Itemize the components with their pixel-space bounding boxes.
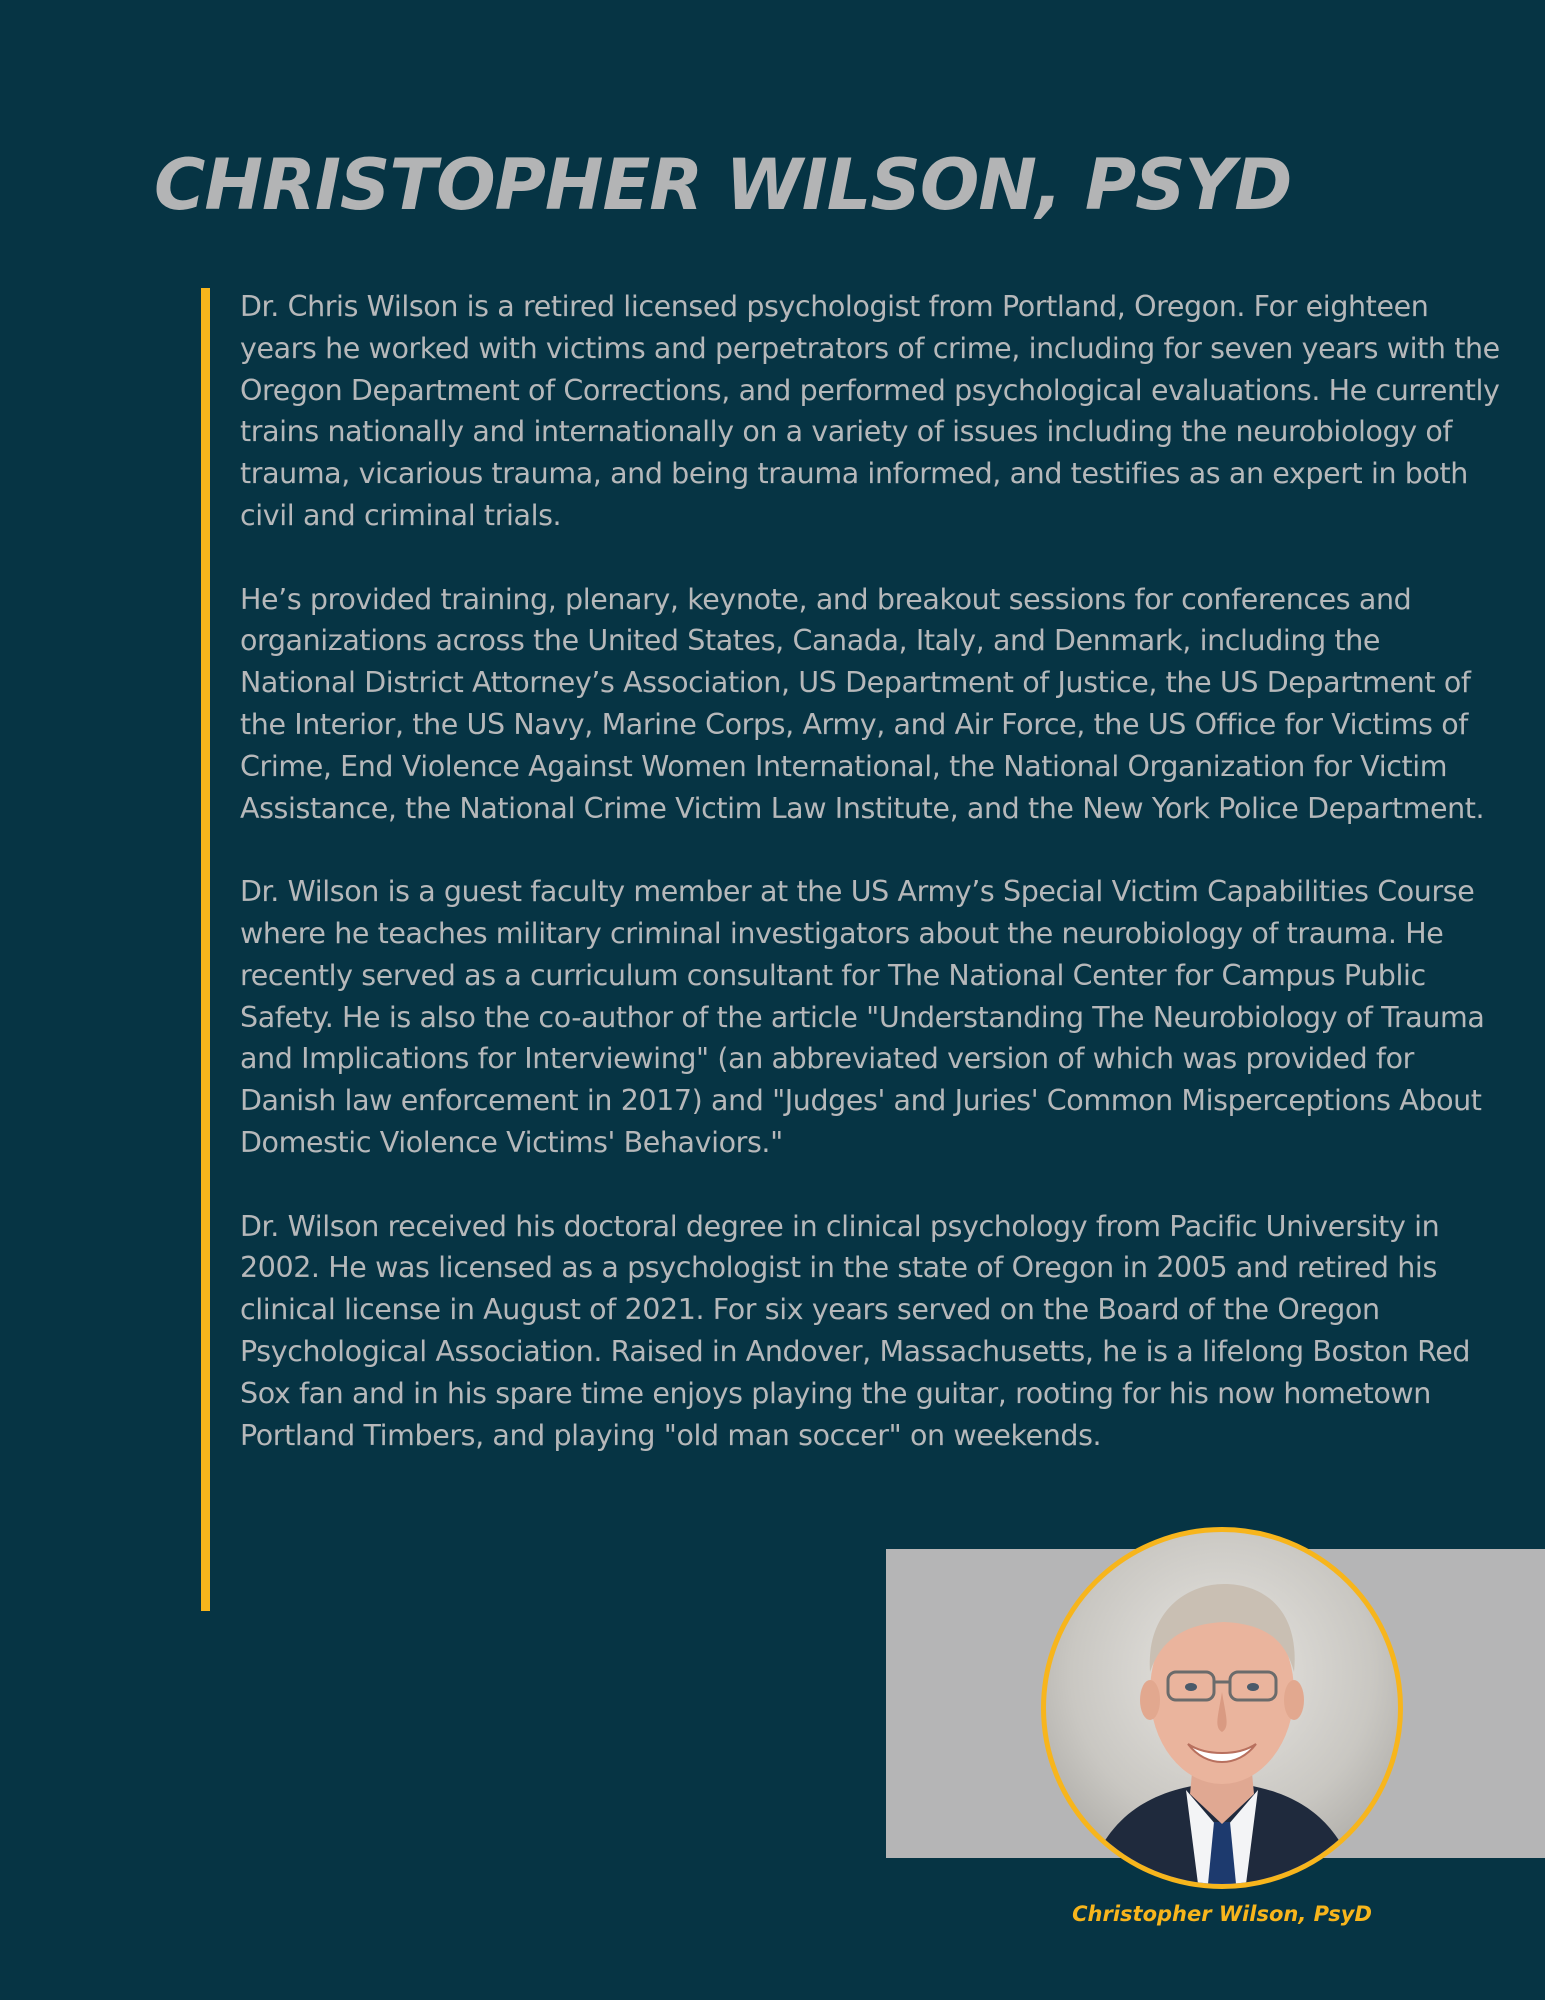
portrait-photo [1041, 1527, 1403, 1889]
page-title: CHRISTOPHER WILSON, PSYD [154, 144, 1292, 226]
bio-text [240, 286, 1502, 1498]
photo-caption: Christopher Wilson, PsyD [1072, 1902, 1372, 1926]
bio-paragraph: Dr. Wilson is a guest faculty member at the US Army’s Special Victim Capabilities Course where he teaches military criminal investigators about the neurobiology of trauma. He recently served as a curriculum consultant for The National Center for Campus Public Safety. He is also the co-author of the article "Understanding The Neurobiology of Trauma and Implications for Interviewing" (an abbreviated version of which was provided for Danish law enforcement in 2017) and "Judges' and Juries' Common Misperceptions About Domestic Violence Victims' Behaviors." [240, 875, 1485, 1159]
bio-paragraph: He’s provided training, plenary, keynote, and breakout sessions for conferences and organizations across the United States, Canada, Italy, and Denmark, including the National District Attorney’s Association, US Department of Justice, the US Department of the Interior, the US Navy, Marine Corps, Army, and Air Force, the US Office for Victims of Crime, End Violence Against Women International, the National Organization for Victim Assistance, the National Crime Victim Law Institute, and the New York Police Department. [240, 582, 1485, 825]
bio-paragraph: Dr. Chris Wilson is a retired licensed psychologist from Portland, Oregon. For eighteen years he worked with victims and perpetrators of crime, including for seven years with the Oregon Department of Corrections, and performed psychological evaluations. He currently trains nationally and internationally on a variety of issues including the neurobiology of trauma, vicarious trauma, and being trauma informed, and testifies as an expert in both civil and criminal trials. [240, 290, 1500, 532]
accent-bar [201, 288, 210, 1611]
portrait-illustration [1046, 1532, 1398, 1884]
bio-paragraph: Dr. Wilson received his doctoral degree in clinical psychology from Pacific University in 2002. He was licensed as a psychologist in the state of Oregon in 2005 and retired his clinical license in August of 2021. For six years served on the Board of the Oregon Psychological Association. Raised in Andover, Massachusetts, he is a lifelong Boston Red Sox fan and in his spare time enjoys playing the guitar, rooting for his now hometown Portland Timbers, and playing "old man soccer" on weekends. [240, 1209, 1471, 1452]
